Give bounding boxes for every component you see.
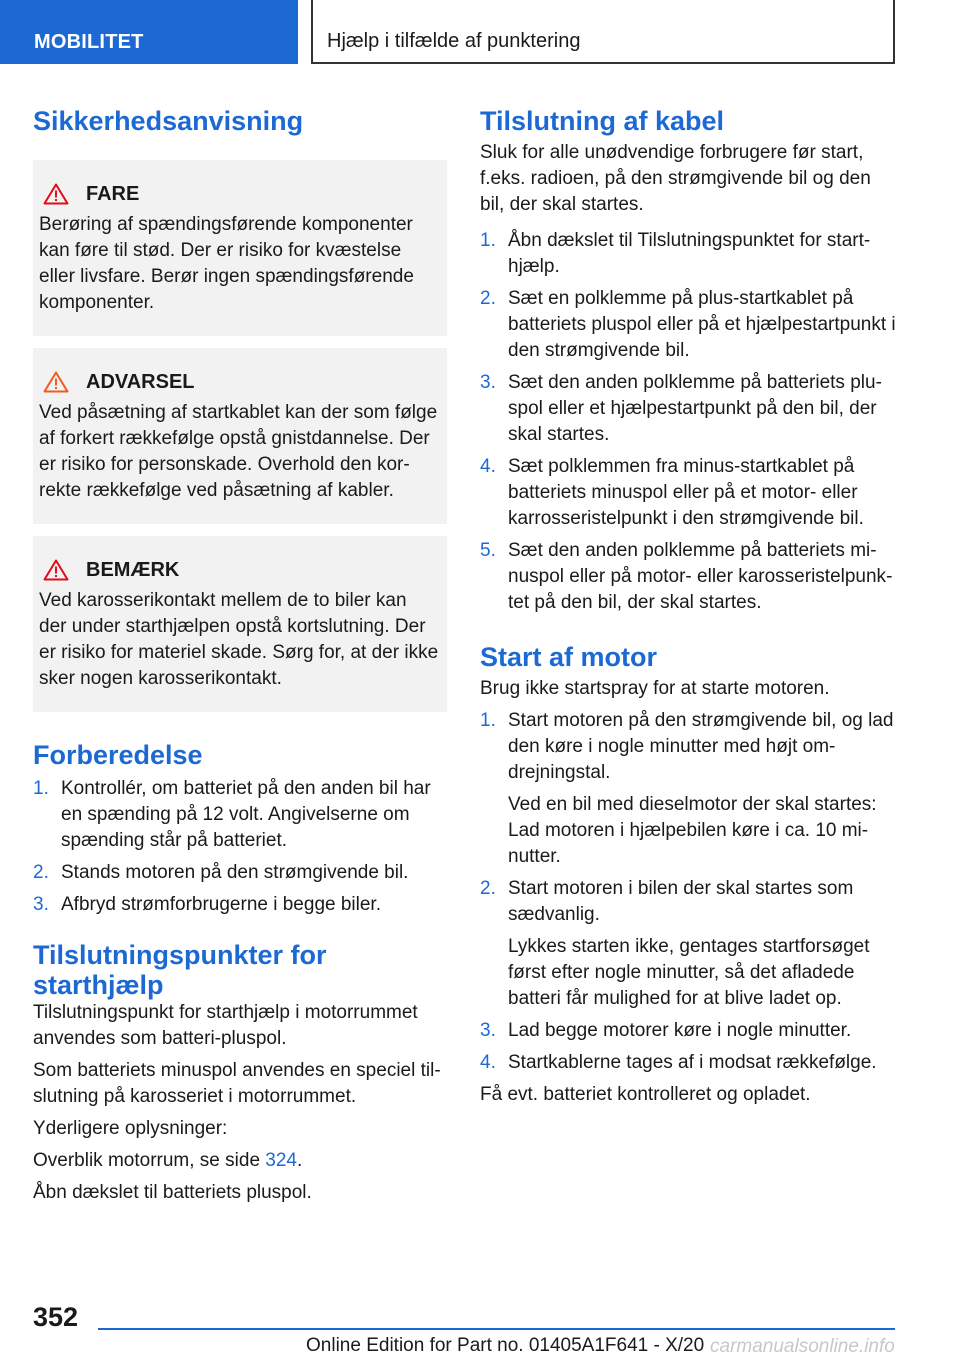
page-number: 352 <box>33 1302 79 1332</box>
right-column <box>480 100 898 1108</box>
start-steps <box>480 708 898 1076</box>
list-item: 1. Kontrollér, om batteriet på den anden bil har en spænding på 12 volt. Angivelserne om spænding står på batteriet. <box>33 778 431 851</box>
start-outro: Få evt. batteriet kontrolleret og opladet. <box>480 1084 811 1105</box>
note-notice <box>33 536 447 712</box>
list-item: 3. Afbryd strømforbrugerne i begge biler. <box>33 894 381 915</box>
page-topic-title: Hjælp i tilfælde af punktering <box>311 0 895 64</box>
watermark: carmanualsonline.info <box>710 1336 895 1357</box>
warning-triangle-icon <box>43 559 69 581</box>
note-label: FARE <box>86 183 140 205</box>
list-item: 4. Startkablerne tages af i modsat rækkefølge. <box>480 1052 877 1073</box>
cable-heading: Tilslutning af kabel <box>480 106 725 136</box>
note-danger <box>33 160 447 336</box>
list-item: 5. Sæt den anden polklemme på batteriets minuspol eller på motor- eller karosseristelpunktet på den bil, der skal startes. <box>480 540 893 613</box>
cable-intro: Sluk for alle unødvendige forbrugere før start, f.eks. radioen, på den strømgivende bil og den bil, der skal startes. <box>480 142 871 215</box>
list-item: 1. Start motoren på den strømgivende bil, og lad den køre i nogle minutter med højt omdrejningstal. Ved en bil med dieselmotor der skal startes: Lad motoren i hjælpebilen køre i ca. 10 minutter. <box>480 710 894 867</box>
list-item: 1. Åbn dækslet til Tilslutningspunktet for starthjælp. <box>480 230 871 277</box>
points-text-4: Overblik motorrum, se side 324. <box>33 1150 303 1171</box>
safety-heading: Sikkerhedsanvisning <box>33 106 304 136</box>
page-reference-link[interactable]: 324 <box>265 1150 297 1171</box>
note-text: Berøring af spændingsførende komponenter kan føre til stød. Der er risiko for kvæstelse eller livsfare. Berør ingen spændingsførende komponenter. <box>39 214 414 313</box>
list-item: 3. Sæt den anden polklemme på batteriets pluspol eller et hjælpestartpunkt på den bil, der skal startes. <box>480 372 882 445</box>
list-item: 3. Lad begge motorer køre i nogle minutter. <box>480 1020 852 1041</box>
note-text: Ved påsætning af startkablet kan der som følge af forkert rækkefølge opstå gnistdannelse. Der er risiko for personskade. Overhold den korrekte rækkefølge ved påsætning af kabler. <box>39 402 438 501</box>
points-heading: Tilslutningspunkter for starthjælp <box>33 940 327 1000</box>
cable-steps <box>480 228 898 616</box>
list-item: 2. Start motoren i bilen der skal startes som sædvanlig. Lykkes starten ikke, gentages startforsøget først efter nogle minutter, så det afladede batteri får mulighed for at blive ladet op. <box>480 878 870 1009</box>
note-warning <box>33 348 447 524</box>
points-text-2: Som batteriets minuspol anvendes en speciel tilslutning på karosseriet i motorrummet. <box>33 1060 441 1107</box>
note-text: Ved karosserikontakt mellem de to biler kan der under starthjælpen opstå kortslutning. Der er risiko for materiel skade. Sørg for, at der ikke sker nogen karosserikontakt. <box>39 590 439 689</box>
edition-text: Online Edition for Part no. 01405A1F641 - X/20 <box>306 1335 705 1356</box>
list-item: 2. Sæt en polklemme på plus-startkablet på batteriets pluspol eller på et hjælpestartpunkt i den strømgivende bil. <box>480 288 896 361</box>
warning-triangle-icon <box>43 371 69 393</box>
left-column <box>33 100 447 1206</box>
warning-triangle-icon <box>43 183 69 205</box>
prep-steps <box>33 776 447 918</box>
note-label: ADVARSEL <box>86 371 195 393</box>
note-label: BEMÆRK <box>86 559 180 581</box>
prep-heading: Forberedelse <box>33 740 203 770</box>
points-text-3: Yderligere oplysninger: <box>33 1118 228 1139</box>
list-item: 4. Sæt polklemmen fra minus-startkablet på batteriets minuspol eller på et motor- eller karrosseristelpunkt i den strømgivende bil. <box>480 456 864 529</box>
start-intro: Brug ikke startspray for at starte motoren. <box>480 678 830 699</box>
points-text-1: Tilslutningspunkt for starthjælp i motorrummet anvendes som batteri-pluspol. <box>33 1002 418 1049</box>
section-tab: MOBILITET <box>0 0 298 64</box>
start-heading: Start af motor <box>480 642 658 672</box>
list-item: 2. Stands motoren på den strømgivende bil. <box>33 862 409 883</box>
footer-divider <box>98 1328 895 1330</box>
points-text-5: Åbn dækslet til batteriets pluspol. <box>33 1182 312 1203</box>
